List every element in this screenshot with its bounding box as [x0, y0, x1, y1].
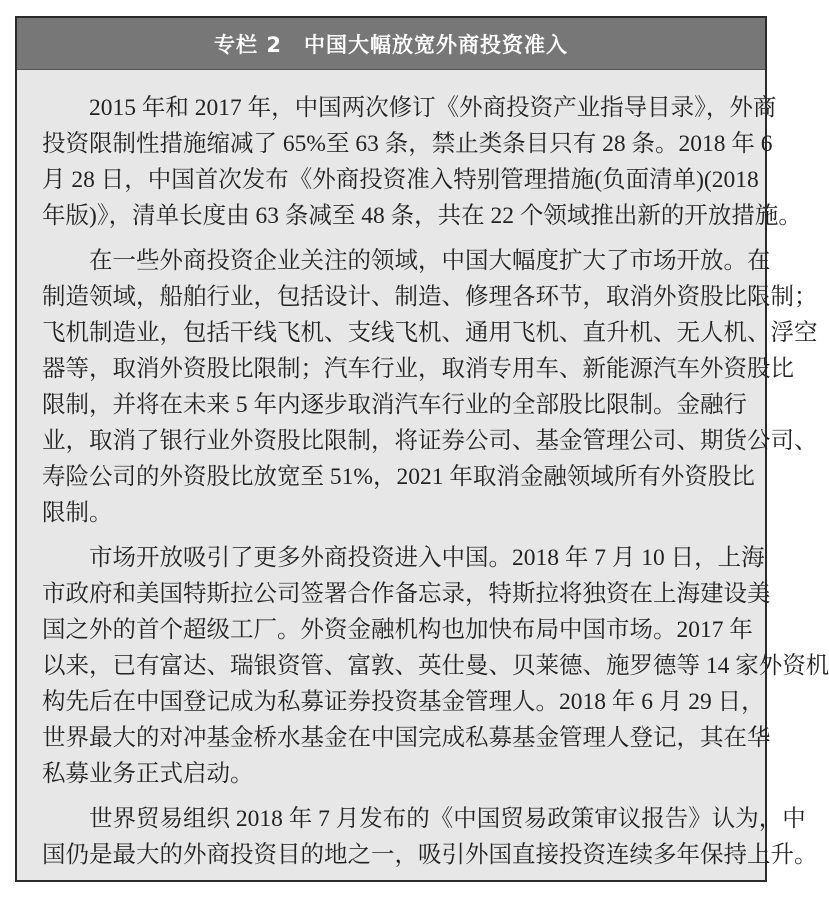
paragraph	[42, 243, 818, 531]
text-line: 限制，并将在未来 5 年内逐步取消汽车行业的全部股比限制。金融行	[42, 392, 747, 418]
text-line: 世界最大的对冲基金桥水基金在中国完成私募基金管理人登记，其在华	[42, 725, 771, 751]
text-line: 国之外的首个超级工厂。外资金融机构也加快布局中国市场。2017 年	[42, 617, 753, 643]
text-line: 私募业务正式启动。	[42, 761, 254, 787]
text-line: 市政府和美国特斯拉公司签署合作备忘录，特斯拉将独资在上海建设美	[42, 581, 771, 607]
box-header	[17, 18, 765, 70]
text-line: 寿险公司的外资股比放宽至 51%，2021 年取消金融领域所有外资股比	[42, 464, 755, 490]
text-line: 飞机制造业，包括干线飞机、支线飞机、通用飞机、直升机、无人机、浮空	[42, 320, 818, 346]
text-line: 年版)》，清单长度由 63 条减至 48 条，共在 22 个领域推出新的开放措施。	[42, 203, 802, 229]
paragraph	[42, 540, 829, 792]
box-body	[42, 90, 829, 882]
text-line: 投资限制性措施缩减了 65%至 63 条，禁止类条目只有 28 条。2018 年 6	[42, 131, 773, 157]
text-line: 业，取消了银行业外资股比限制，将证券公司、基金管理公司、期货公司、	[42, 428, 818, 454]
paragraph	[42, 90, 802, 234]
text-line: 制造领域，船舶行业，包括设计、制造、修理各环节，取消外资股比限制；	[42, 284, 818, 310]
text-line: 以来，已有富达、瑞银资管、富敦、英仕曼、贝莱德、施罗德等 14 家外资机	[42, 653, 829, 679]
box-label: 专栏 2	[214, 32, 282, 57]
text-line: 市场开放吸引了更多外商投资进入中国。2018 年 7 月 10 日，上海	[89, 545, 765, 571]
text-line: 构先后在中国登记成为私募证券投资基金管理人。2018 年 6 月 29 日，	[42, 689, 765, 715]
box-title: 中国大幅放宽外商投资准入	[303, 32, 568, 57]
text-line: 限制。	[42, 500, 113, 526]
text-line: 器等，取消外资股比限制；汽车行业，取消专用车、新能源汽车外资股比	[42, 356, 794, 382]
sidebar-box	[15, 16, 829, 882]
text-line: 2015 年和 2017 年，中国两次修订《外商投资产业指导目录》，外商	[89, 95, 777, 121]
paragraph	[42, 801, 818, 873]
text-line: 世界贸易组织 2018 年 7 月发布的《中国贸易政策审议报告》认为，中	[89, 806, 806, 832]
text-line: 月 28 日，中国首次发布《外商投资准入特别管理措施(负面清单)(2018	[42, 167, 759, 193]
text-line: 国仍是最大的外商投资目的地之一，吸引外国直接投资连续多年保持上升。	[42, 842, 818, 868]
text-line: 在一些外商投资企业关注的领域，中国大幅度扩大了市场开放。在	[89, 248, 771, 274]
